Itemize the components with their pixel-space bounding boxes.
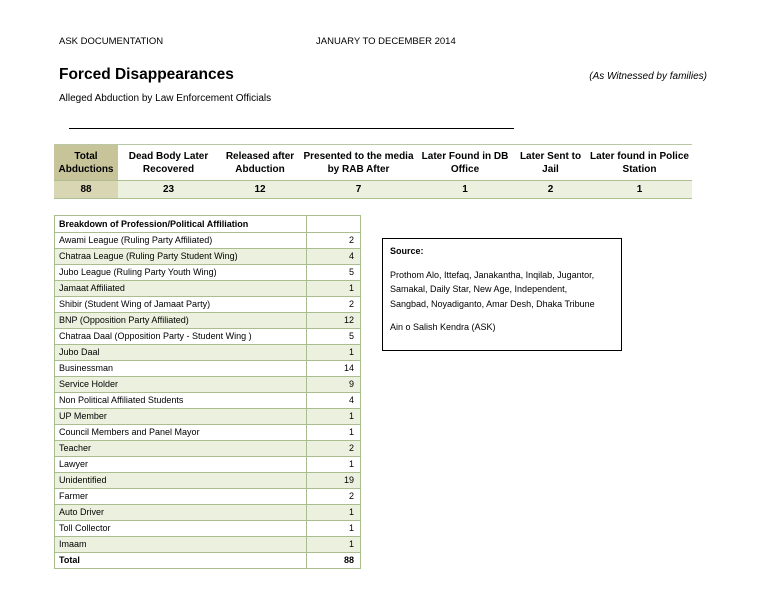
breakdown-label: BNP (Opposition Party Affiliated) [55,313,307,329]
summary-header: Later Found in DB Office [416,145,514,181]
breakdown-value: 14 [307,361,361,377]
summary-value: 88 [54,181,118,199]
breakdown-label: Chatraa League (Ruling Party Student Wing) [55,249,307,265]
breakdown-row [55,489,361,505]
breakdown-total-label: Total [55,553,307,569]
org-header: ASK DOCUMENTATION [59,36,164,47]
breakdown-label: Imaam [55,537,307,553]
breakdown-value: 4 [307,393,361,409]
summary-value: 12 [219,181,301,199]
breakdown-value: 2 [307,297,361,313]
breakdown-label: Teacher [55,441,307,457]
breakdown-value: 4 [307,249,361,265]
breakdown-header-row [55,216,361,233]
breakdown-value: 2 [307,489,361,505]
breakdown-value: 12 [307,313,361,329]
breakdown-row [55,313,361,329]
breakdown-value: 1 [307,281,361,297]
breakdown-label: Lawyer [55,457,307,473]
breakdown-row [55,345,361,361]
breakdown-label: UP Member [55,409,307,425]
breakdown-label: Toll Collector [55,521,307,537]
summary-value: 7 [301,181,416,199]
breakdown-label: Council Members and Panel Mayor [55,425,307,441]
breakdown-label: Service Holder [55,377,307,393]
breakdown-row [55,425,361,441]
breakdown-value: 1 [307,505,361,521]
breakdown-row [55,329,361,345]
breakdown-value: 5 [307,329,361,345]
breakdown-row [55,393,361,409]
breakdown-table [54,215,361,569]
source-line: Sangbad, Noyadiganto, Amar Desh, Dhaka Tribune [390,298,595,309]
breakdown-row [55,233,361,249]
summary-header: Later Sent to Jail [514,145,587,181]
page-subtitle: Alleged Abduction by Law Enforcement Officials [59,93,272,104]
summary-value: 1 [416,181,514,199]
breakdown-row [55,537,361,553]
breakdown-label: Jubo Daal [55,345,307,361]
summary-header-row [54,145,692,181]
summary-header: Dead Body Later Recovered [118,145,219,181]
breakdown-label: Businessman [55,361,307,377]
breakdown-row [55,521,361,537]
breakdown-value: 2 [307,233,361,249]
breakdown-row [55,505,361,521]
source-line: Samakal, Daily Star, New Age, Independent, [390,284,568,294]
breakdown-row [55,281,361,297]
source-label: Source: [390,246,424,256]
breakdown-row [55,249,361,265]
breakdown-row [55,265,361,281]
breakdown-value: 5 [307,265,361,281]
breakdown-label: Jamaat Affiliated [55,281,307,297]
summary-header: Later found in Police Station [587,145,692,181]
breakdown-value: 1 [307,409,361,425]
breakdown-row [55,473,361,489]
page-title: Forced Disappearances [59,66,234,83]
breakdown-row [55,297,361,313]
breakdown-heading: Breakdown of Profession/Political Affiliation [55,216,307,233]
breakdown-row [55,377,361,393]
witness-note: (As Witnessed by families) [589,71,707,82]
summary-header: Released after Abduction [219,145,301,181]
breakdown-row [55,361,361,377]
breakdown-value: 1 [307,457,361,473]
summary-header: Total Abductions [54,145,118,181]
summary-value: 2 [514,181,587,199]
summary-value: 23 [118,181,219,199]
breakdown-value: 1 [307,345,361,361]
breakdown-label: Chatraa Daal (Opposition Party - Student Wing ) [55,329,307,345]
breakdown-value: 1 [307,521,361,537]
breakdown-total-row [55,553,361,569]
breakdown-label: Jubo League (Ruling Party Youth Wing) [55,265,307,281]
summary-value: 1 [587,181,692,199]
breakdown-label: Auto Driver [55,505,307,521]
breakdown-row [55,409,361,425]
breakdown-row [55,441,361,457]
breakdown-label: Shibir (Student Wing of Jamaat Party) [55,297,307,313]
breakdown-label: Awami League (Ruling Party Affiliated) [55,233,307,249]
breakdown-label: Non Political Affiliated Students [55,393,307,409]
source-line: Prothom Alo, Ittefaq, Janakantha, Inqilab, Jugantor, [390,269,595,280]
breakdown-value: 2 [307,441,361,457]
breakdown-value: 9 [307,377,361,393]
breakdown-row [55,457,361,473]
breakdown-value: 1 [307,537,361,553]
source-org: Ain o Salish Kendra (ASK) [390,322,496,332]
breakdown-value: 19 [307,473,361,489]
period-header: JANUARY TO DECEMBER 2014 [316,36,456,47]
source-box [382,238,622,351]
breakdown-heading-value [307,216,361,233]
summary-header: Presented to the media by RAB After [301,145,416,181]
summary-value-row [54,181,692,199]
breakdown-total-value: 88 [307,553,361,569]
breakdown-value: 1 [307,425,361,441]
breakdown-label: Farmer [55,489,307,505]
breakdown-label: Unidentified [55,473,307,489]
divider-line [69,128,514,129]
summary-table [54,144,692,199]
